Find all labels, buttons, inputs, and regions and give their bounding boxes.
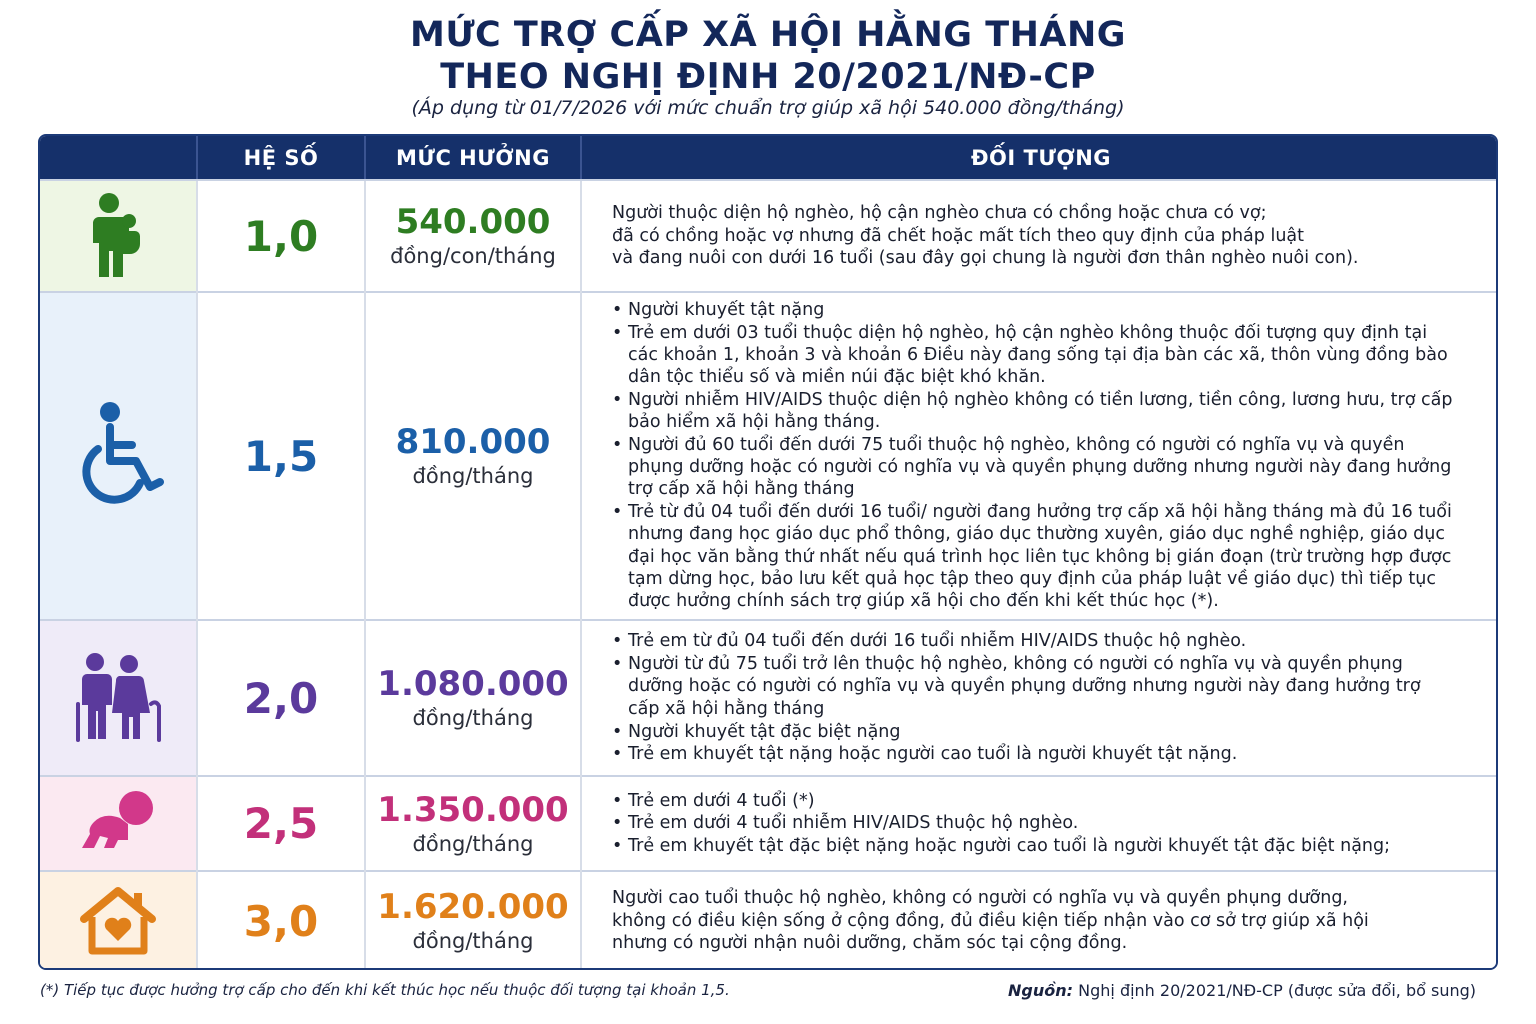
target-list-item: • Trẻ em từ đủ 04 tuổi đến dưới 16 tuổi nhiễm HIV/AIDS thuộc hộ nghèo. (612, 630, 1450, 653)
amount-cell (366, 621, 580, 775)
target-cell (582, 181, 1498, 291)
header-coef: HỆ SỐ (243, 146, 319, 170)
amount-value: 540.000 (395, 202, 551, 242)
table-row (40, 291, 1498, 619)
table-row (40, 619, 1498, 775)
amount-cell (366, 181, 580, 291)
house-heart-icon (78, 885, 158, 957)
target-list-item: • Người nhiễm HIV/AIDS thuộc diện hộ nghèo không có tiền lương, tiền công, lương hưu, trợ cấp bảo hiểm xã hội hằng tháng. (612, 389, 1460, 434)
target-list-item: • Trẻ em khuyết tật nặng hoặc người cao tuổi là người khuyết tật nặng. (612, 743, 1450, 766)
coef-value: 2,0 (243, 673, 319, 723)
amount-unit: đồng/tháng (412, 464, 534, 488)
target-list-item: • Trẻ em dưới 4 tuổi (*) (612, 790, 1450, 812)
row-icon-cell (40, 777, 196, 870)
target-text: Người cao tuổi thuộc hộ nghèo, không có người có nghĩa vụ và quyền phụng dưỡng, không có điều kiện sống ở cộng đồng, đủ điều kiện tiếp nhận vào cơ sở trợ giúp xã hội nhưng có người nhận nuôi dưỡng, chăm sóc tại cộng đồng. (612, 888, 1369, 954)
row-icon-cell (40, 872, 196, 970)
amount-cell (366, 293, 580, 619)
amount-value: 810.000 (395, 422, 551, 462)
target-list-item: • Người khuyết tật đặc biệt nặng (612, 721, 1450, 744)
target-list-item: • Người đủ 60 tuổi đến dưới 75 tuổi thuộc hộ nghèo, không có người có nghĩa vụ và quyền phụng dưỡng hoặc có người có nghĩa vụ và quyền phụng dưỡng nhưng người này đang hưởng trợ cấp xã hội hằng tháng (612, 434, 1460, 501)
row-icon-cell (40, 181, 196, 291)
title-line-2: THEO NGHỊ ĐỊNH 20/2021/NĐ-CP (440, 57, 1096, 97)
target-cell (582, 293, 1498, 619)
table-header (40, 136, 1498, 181)
amount-unit: đồng/tháng (412, 929, 534, 953)
target-list-item: • Trẻ em khuyết tật đặc biệt nặng hoặc người cao tuổi là người khuyết tật đặc biệt nặng; (612, 835, 1450, 857)
table-row (40, 179, 1498, 291)
page-title (0, 14, 1536, 98)
amount-cell (366, 777, 580, 870)
coef-value: 1,5 (243, 431, 319, 481)
amount-unit: đồng/tháng (412, 706, 534, 730)
footnote: (*) Tiếp tục được hưởng trợ cấp cho đến khi kết thúc học nếu thuộc đối tượng tại khoản 1,5. (40, 981, 730, 999)
table-row (40, 775, 1498, 870)
table-row (40, 870, 1498, 970)
amount-value: 1.080.000 (377, 664, 569, 704)
coef-value: 2,5 (243, 799, 319, 848)
target-cell (582, 777, 1498, 870)
target-list-item: • Người khuyết tật nặng (612, 299, 1460, 321)
target-list-item: • Trẻ em dưới 4 tuổi nhiễm HIV/AIDS thuộc hộ nghèo. (612, 812, 1450, 834)
coef-value: 1,0 (243, 211, 319, 261)
crawling-baby-icon (78, 790, 158, 858)
target-list-item: • Trẻ em dưới 03 tuổi thuộc diện hộ nghèo, hộ cận nghèo không thuộc đối tượng quy định tại các khoản 1, khoản 3 và khoản 6 Điều này đang sống tại địa bàn các xã, thôn vùng đồng bào dân tộc thiểu số và miền núi đặc biệt khó khăn. (612, 322, 1460, 389)
amount-unit: đồng/con/tháng (390, 244, 556, 268)
target-cell (582, 872, 1498, 970)
header-target: ĐỐI TƯỢNG (970, 146, 1112, 170)
coef-value: 3,0 (243, 896, 319, 946)
elderly-couple-icon (73, 652, 163, 744)
title-line-1: MỨC TRỢ CẤP XÃ HỘI HẰNG THÁNG (409, 15, 1126, 55)
wheelchair-icon (70, 401, 166, 511)
source-text: Nghị định 20/2021/NĐ-CP (được sửa đổi, bổ sung) (1078, 981, 1476, 1000)
amount-unit: đồng/tháng (412, 831, 534, 856)
source (1008, 981, 1476, 1000)
amount-value: 1.620.000 (377, 887, 569, 927)
allowance-table (38, 134, 1498, 970)
target-cell (582, 621, 1498, 775)
amount-cell (366, 872, 580, 970)
row-icon-cell (40, 621, 196, 775)
row-icon-cell (40, 293, 196, 619)
target-list-item: • Người từ đủ 75 tuổi trở lên thuộc hộ nghèo, không có người có nghĩa vụ và quyền phụng dưỡng hoặc có người có nghĩa vụ và quyền phụng dưỡng nhưng người này đang hưởng trợ cấp xã hội hằng tháng (612, 653, 1450, 721)
parent-with-child-icon (83, 191, 153, 281)
source-label: Nguồn: (1008, 981, 1074, 1000)
target-text: Người thuộc diện hộ nghèo, hộ cận nghèo chưa có chồng hoặc chưa có vợ; đã có chồng hoặc vợ nhưng đã chết hoặc mất tích theo quy định của pháp luật và đang nuôi con dưới 16 tuổi (sau đây gọi chung là người đơn thân nghèo nuôi con). (612, 203, 1359, 269)
amount-value: 1.350.000 (377, 789, 569, 830)
target-list-item: • Trẻ từ đủ 04 tuổi đến dưới 16 tuổi/ người đang hưởng trợ cấp xã hội hằng tháng mà đủ 16 tuổi nhưng đang học giáo dục phổ thông, giáo dục thường xuyên, giáo dục nghề nghiệp, giáo dục đại học văn bằng thứ nhất nếu quá trình học liên tục không bị gián đoạn (trừ trường hợp được tạm dừng học, bảo lưu kết quả học tập theo quy định của pháp luật về giáo dục) thì tiếp tục được hưởng chính sách trợ giúp xã hội cho đến khi kết thúc học (*). (612, 501, 1460, 613)
header-amount: MỨC HƯỞNG (396, 146, 550, 170)
subtitle: (Áp dụng từ 01/7/2026 với mức chuẩn trợ giúp xã hội 540.000 đồng/tháng) (411, 97, 1125, 119)
